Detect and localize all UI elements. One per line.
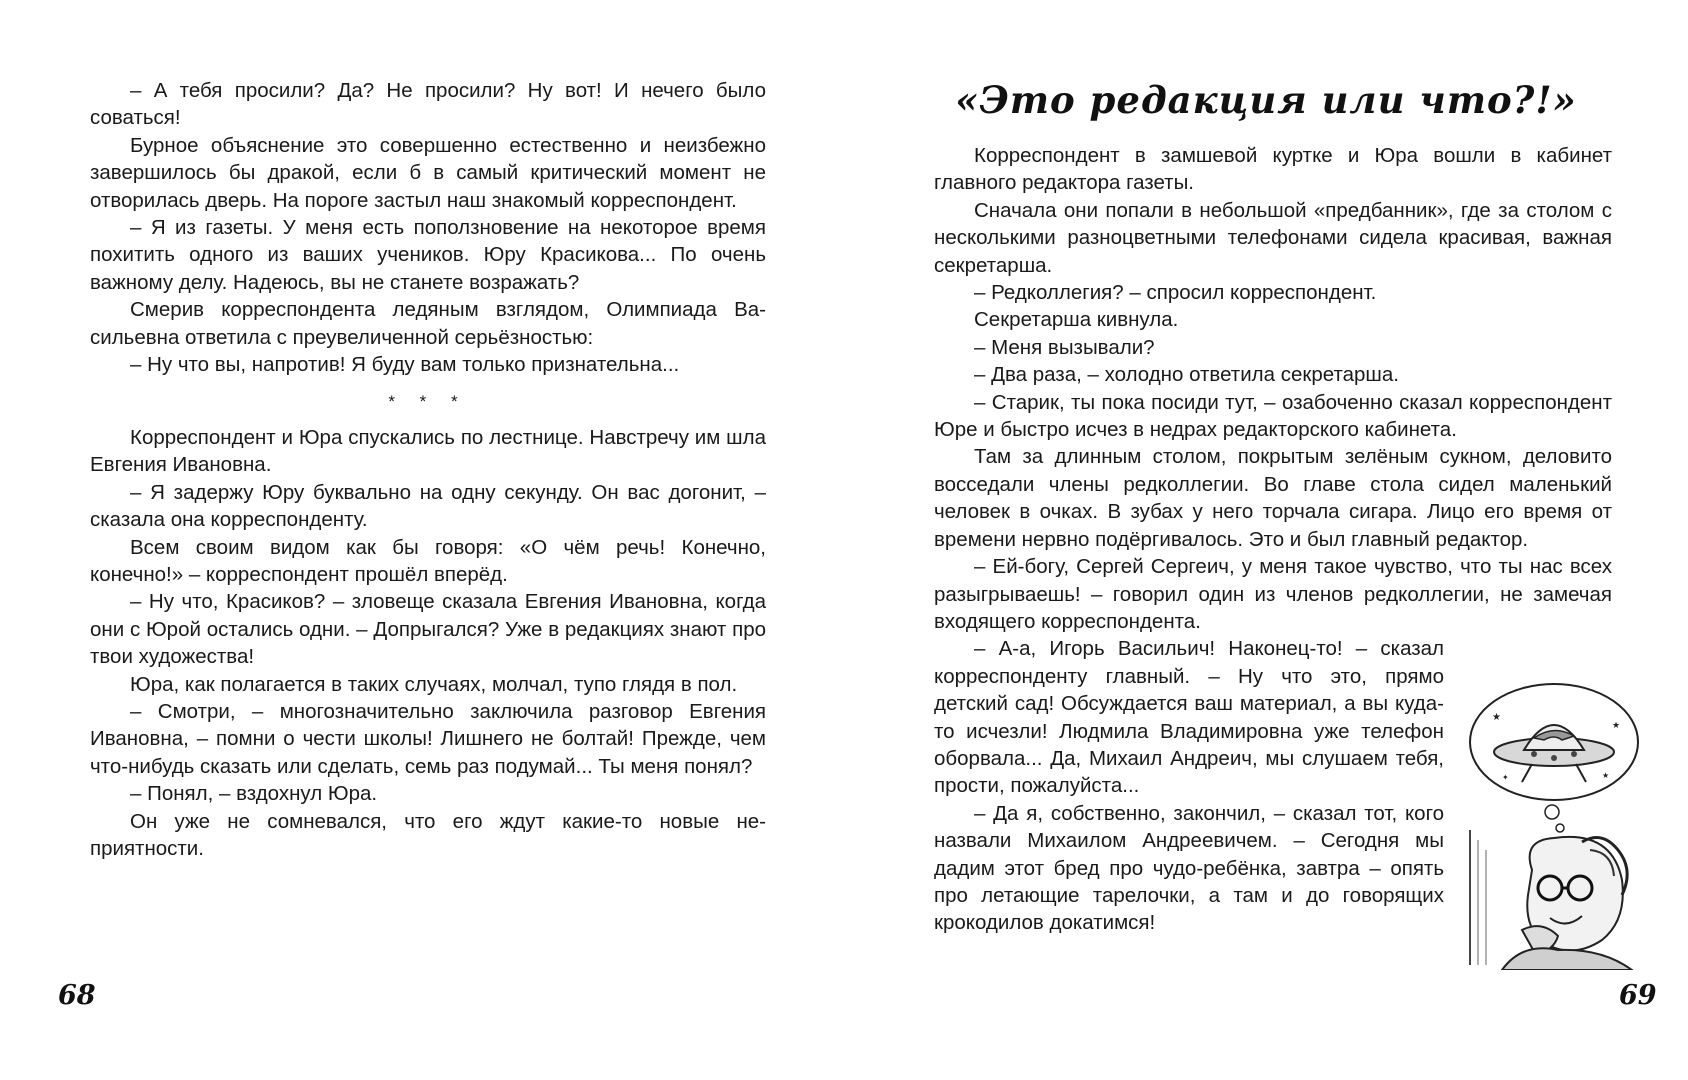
paragraph: Сначала они попали в небольшой «предбанник», где за столом с несколькими разноцветными телефонами сидела красивая, важная секретарша. [934,198,1612,277]
section-break: * * * [388,392,468,412]
paragraph: – Смотри, – многозначительно заключила разговор Евгения Ивановна, – помни о чести школы! Лишнего не болтай! Прежде, чем что-нибудь сказать или сделать, семь раз подумай... Ты меня понял? [90,699,766,778]
paragraph: Бурное объяснение это совершенно естественно и неизбежно завершилось бы дракой, если б в самый критический момент не отворилась дверь. На пороге застыл наш знакомый корреспондент. [90,133,766,212]
paragraph: – Понял, – вздохнул Юра. [130,782,378,806]
paragraph: Корреспондент и Юра спускались по лестнице. Навстречу им шла Евгения Ивановна. [90,425,766,477]
paragraph: – Я задержу Юру буквально на одну секунду. Он вас догонит, – сказала она корреспонденту. [90,480,766,532]
editor-dreaming-of-ufo-icon [1462,680,1642,970]
svg-text:★: ★ [1602,771,1610,780]
paragraph: – Ей-богу, Сергей Сергеич, у меня такое чувство, что ты нас всех разыгрываешь! – говорил один из членов редколлегии, не замечая входящего корреспондента. [934,555,1612,633]
paragraph: – Да я, собственно, закончил, – сказал тот, кого назвали Михаилом Андреевичем. – Сегодня мы дадим этот бред про чудо-ребёнка, завтра – опять про летающие тарелочки, а там и до говорящих крокодилов докатимся! [934,801,1444,935]
paragraph: – Два раза, – холодно ответила секретарша. [974,363,1399,387]
paragraph: – Я из газеты. У меня есть поползновение на некоторое время похитить одного из ваших учеников. Юру Красикова... По очень важному делу. Надеюсь, вы не станете возражать? [90,216,766,294]
page-number-left: 68 [58,980,96,1011]
left-page-text [90,77,766,862]
paragraph: – Меня вызывали? [974,335,1155,359]
svg-text:★: ★ [1612,720,1621,730]
page-number-right: 69 [1619,980,1657,1011]
right-page [844,0,1688,1080]
paragraph: – Ну что, Красиков? – зловеще сказала Евгения Ивановна, когда они с Юрой остались одни. – Допрыгался? Уже в редакциях знают про твои художества! [90,590,766,669]
paragraph: – Ну что вы, напротив! Я буду вам только признательна... [130,353,680,377]
paragraph: Смерив корреспондента ледяным взглядом, Олимпиада Васильевна ответила с преувеличенной серьёзностью: [90,298,766,349]
paragraph: Корреспондент в замшевой куртке и Юра вошли в кабинет главного редактора газеты. [934,144,1612,195]
paragraph: – Редколлегия? – спросил корреспондент. [974,281,1377,305]
paragraph: Юра, как полагается в таких случаях, молчал, тупо глядя в пол. [130,672,738,696]
chapter-title: «Это редакция или что?!» [955,78,1577,122]
svg-text:★: ★ [1492,712,1501,723]
paragraph: Там за длинным столом, покрытым зелёным сукном, деловито восседали члены редколлегии. Во главе стола сидел маленький человек в очках. В зубах у него торчала сигара. Лицо его время от времени нервно подёргивалось. Это и был главный редактор. [934,445,1612,551]
paragraph: Секретарша кивнула. [974,308,1179,332]
paragraph: – Старик, ты пока посиди тут, – озабоченно сказал корреспондент Юре и быстро исчез в недрах редакторского кабинета. [934,390,1612,442]
paragraph: Всем своим видом как бы говоря: «О чём речь! Конечно, конечно!» – корреспондент прошёл вперёд. [90,535,766,586]
paragraph: Он уже не сомневался, что его ждут какие-то новые неприятности. [90,809,766,860]
paragraph: – А тебя просили? Да? Не просили? Ну вот! И нечего было соваться! [90,79,766,130]
paragraph: – А-а, Игорь Васильич! Наконец-то! – сказал корреспонденту главный. – Ну что это, прямо детский сад! Обсуждается ваш материал, а вы куда-то исчезли! Людмила Владимировна уже телефон оборвала... Да, Михаил Андреич, мы слушаем тебя, прости, пожалуйста... [934,637,1444,798]
svg-text:✦: ✦ [1502,773,1509,782]
